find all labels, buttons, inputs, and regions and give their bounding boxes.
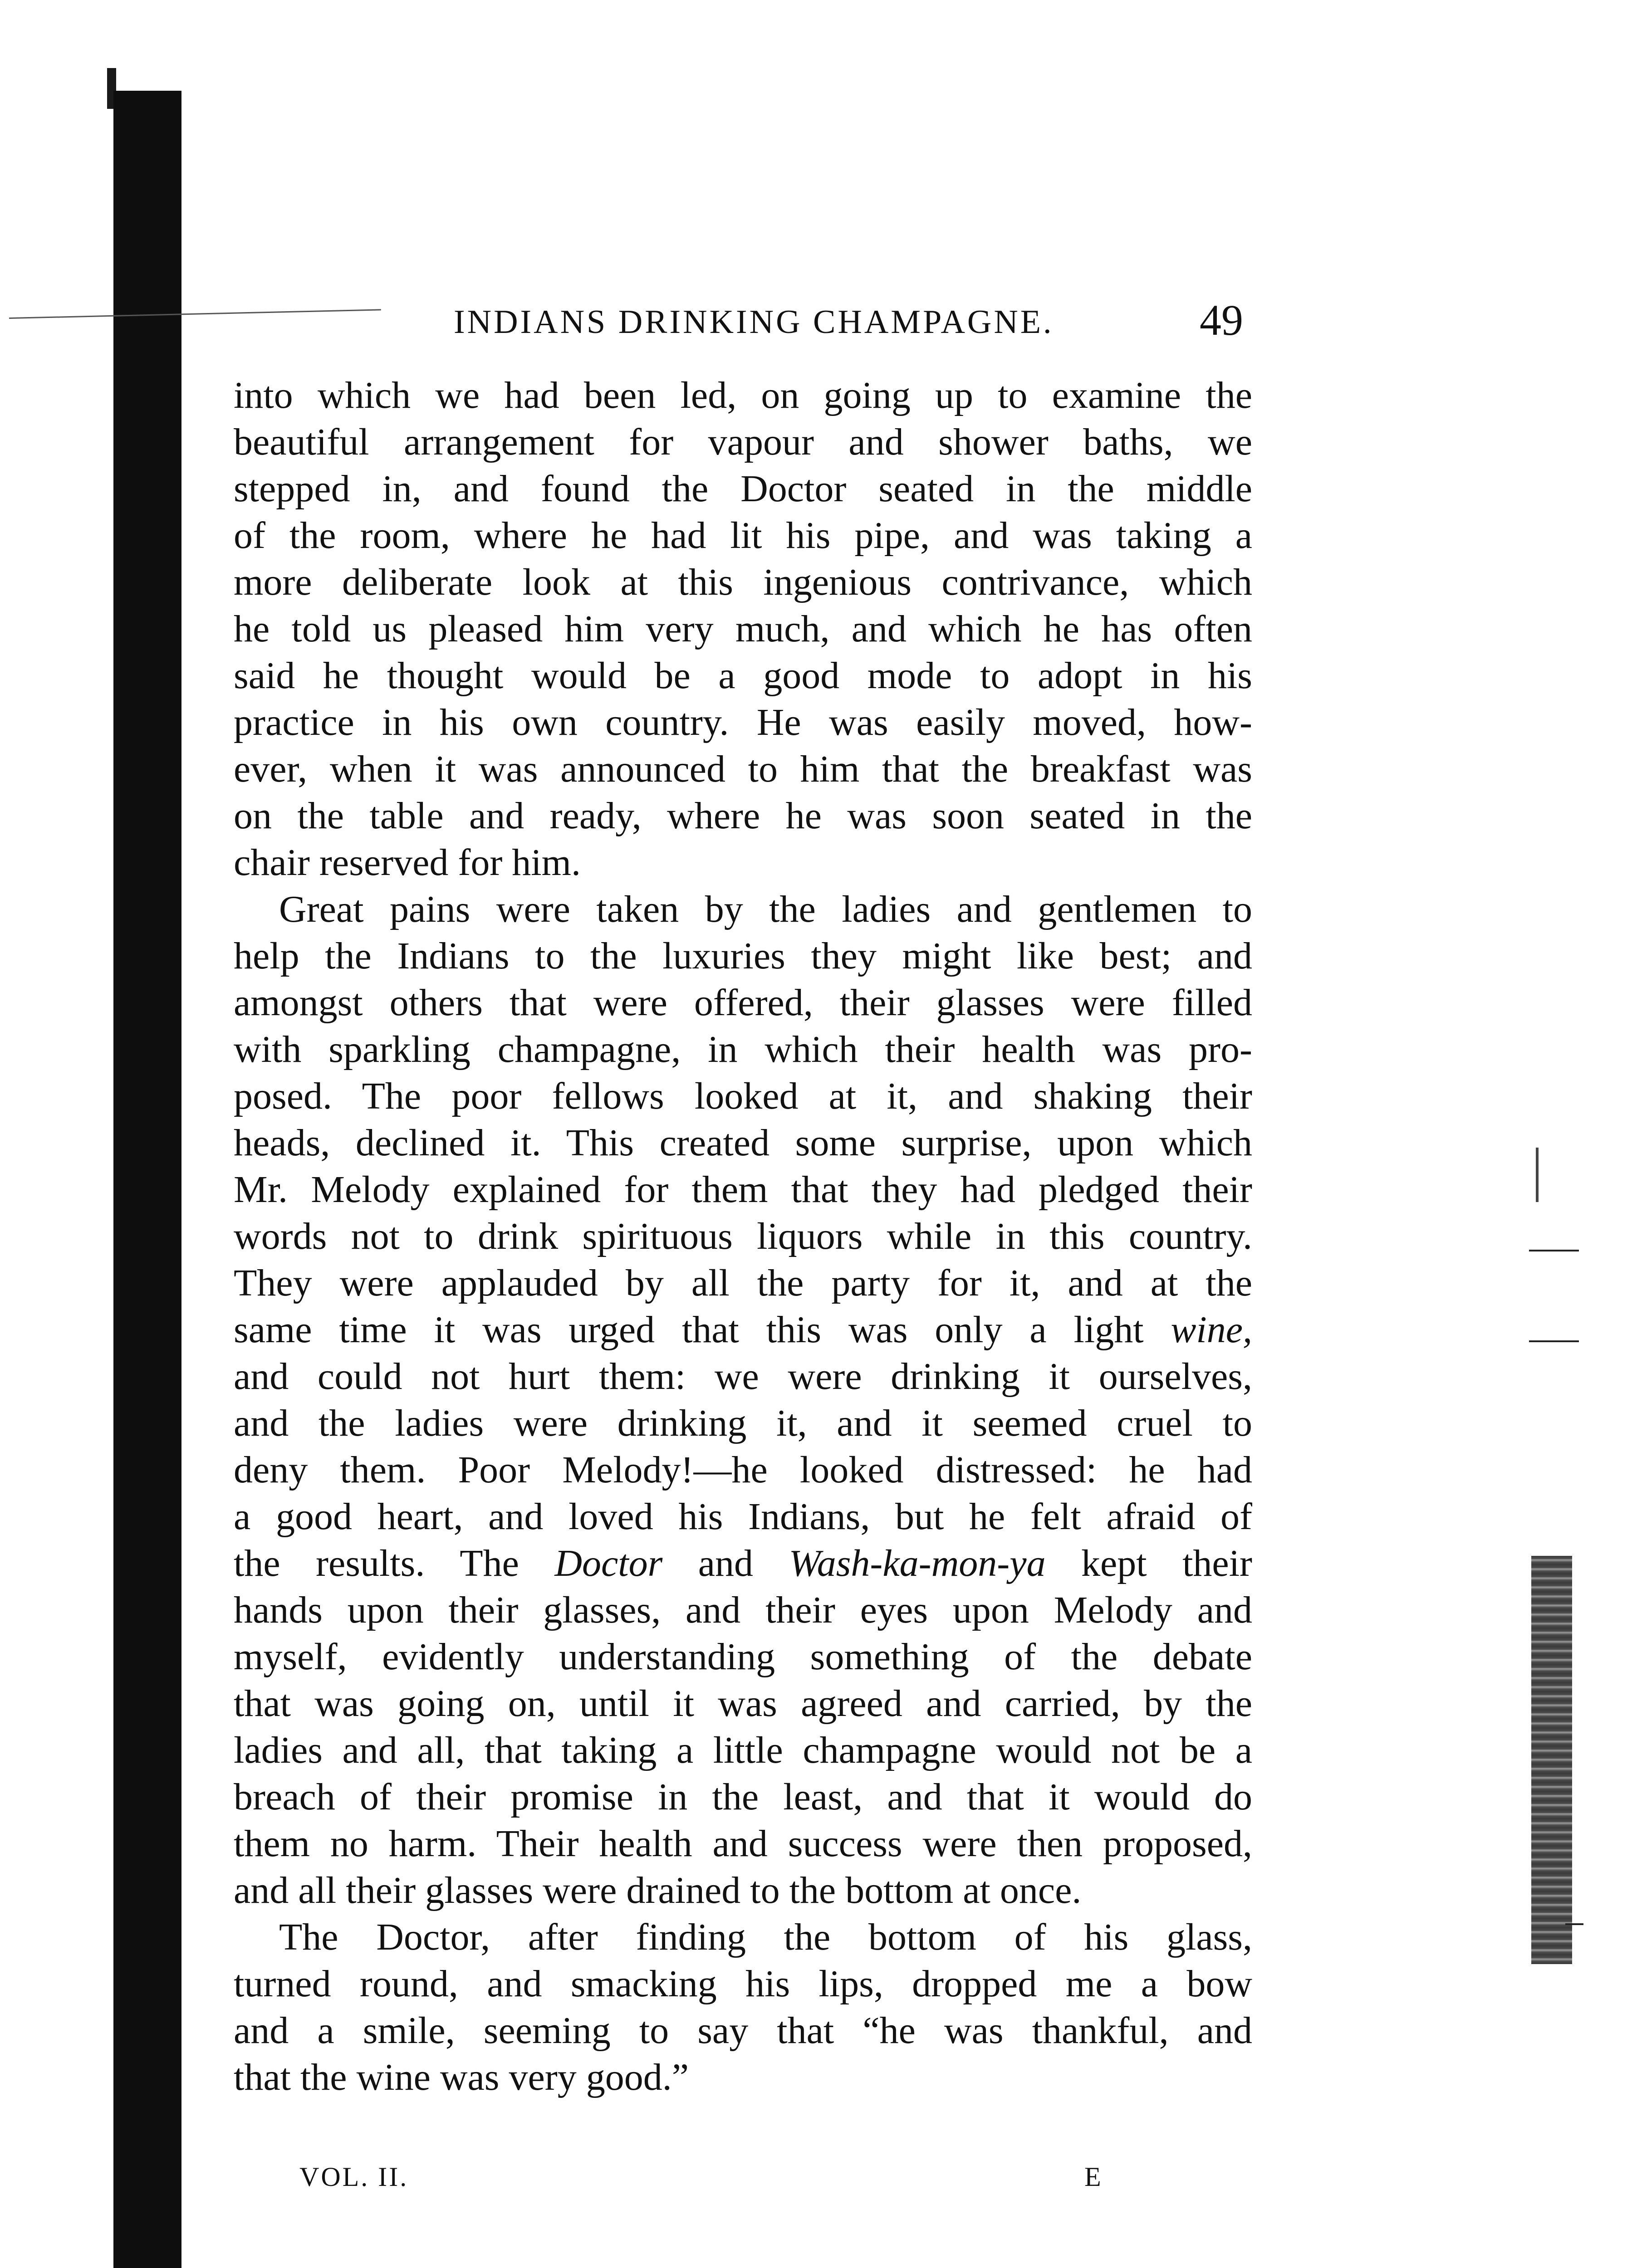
text-line: that the wine was very good.” xyxy=(234,2056,689,2098)
running-title: INDIANS DRINKING CHAMPAGNE. xyxy=(454,303,1054,341)
body-text xyxy=(234,372,1252,2101)
text-line: words not to drink spirituous liquors while in this country. xyxy=(234,1215,1252,1257)
text-line: and all their glasses were drained to the bottom at once. xyxy=(234,1869,1082,1911)
edge-mark xyxy=(1536,1148,1539,1202)
text-line: practice in his own country. He was easily moved, how- xyxy=(234,701,1252,743)
text-run: kept their xyxy=(1081,1542,1253,1584)
text-line: ladies and all, that taking a little champagne would not be a xyxy=(234,1729,1252,1771)
text-line: he told us pleased him very much, and which he has often xyxy=(234,608,1252,650)
text-line: into which we had been led, on going up to examine the xyxy=(234,374,1252,416)
text-run: the results. The xyxy=(234,1542,519,1584)
binding-shadow xyxy=(113,91,181,2268)
text-line: turned round, and smacking his lips, dropped me a bow xyxy=(234,1963,1252,2005)
text-line: and could not hurt them: we were drinking it ourselves, xyxy=(234,1355,1252,1398)
page-footer xyxy=(240,2161,1148,2202)
text-line: on the table and ready, where he was soon seated in the xyxy=(234,795,1252,837)
text-run: and xyxy=(698,1542,754,1584)
text-run: same time it was urged that this was only a light xyxy=(234,1309,1144,1351)
text-line xyxy=(234,1306,1252,1353)
signature-mark: E xyxy=(1084,2162,1103,2192)
text-line: stepped in, and found the Doctor seated in the middle xyxy=(234,468,1252,510)
italic-word: wine, xyxy=(1171,1309,1252,1351)
text-line: and a smile, seeming to say that “he was thankful, and xyxy=(234,2009,1252,2052)
text-line: hands upon their glasses, and their eyes upon Melody and xyxy=(234,1589,1252,1631)
text-line: a good heart, and loved his Indians, but he felt afraid of xyxy=(234,1496,1252,1538)
edge-mark xyxy=(1529,1340,1579,1342)
italic-name: Doctor xyxy=(554,1542,663,1584)
text-line: chair reserved for him. xyxy=(234,841,581,884)
page-number: 49 xyxy=(1200,296,1243,344)
text-line: ever, when it was announced to him that the breakfast was xyxy=(234,748,1252,790)
text-line: The Doctor, after finding the bottom of his glass, xyxy=(279,1916,1252,1958)
text-line: help the Indians to the luxuries they might like best; and xyxy=(234,935,1252,977)
edge-mark xyxy=(1565,1923,1583,1925)
text-line xyxy=(234,1540,1252,1587)
text-line: They were applauded by all the party for it, and at the xyxy=(234,1262,1252,1304)
text-line: said he thought would be a good mode to adopt in his xyxy=(234,655,1252,697)
text-line: that was going on, until it was agreed and carried, by the xyxy=(234,1682,1252,1725)
text-line: Mr. Melody explained for them that they had pledged their xyxy=(234,1168,1252,1211)
text-line: them no harm. Their health and success were then proposed, xyxy=(234,1823,1252,1865)
text-line: breach of their promise in the least, and that it would do xyxy=(234,1776,1252,1818)
edge-mark xyxy=(1529,1250,1579,1251)
text-line: beautiful arrangement for vapour and shower baths, we xyxy=(234,421,1252,463)
text-line: amongst others that were offered, their glasses were filled xyxy=(234,982,1252,1024)
text-line: more deliberate look at this ingenious contrivance, which xyxy=(234,561,1252,603)
italic-name: Wash-ka-mon-ya xyxy=(789,1542,1046,1584)
text-line: of the room, where he had lit his pipe, and was taking a xyxy=(234,514,1252,557)
text-line: and the ladies were drinking it, and it seemed cruel to xyxy=(234,1402,1252,1444)
volume-label: VOL. II. xyxy=(299,2162,409,2192)
text-line: myself, evidently understanding something of the debate xyxy=(234,1636,1252,1678)
edge-scan-noise xyxy=(1531,1556,1572,1964)
text-line: posed. The poor fellows looked at it, and shaking their xyxy=(234,1075,1252,1117)
text-line: deny them. Poor Melody!—he looked distressed: he had xyxy=(234,1449,1252,1491)
text-line: Great pains were taken by the ladies and gentlemen to xyxy=(279,888,1252,930)
running-head xyxy=(240,295,1243,349)
text-line: heads, declined it. This created some surprise, upon which xyxy=(234,1122,1252,1164)
text-line: with sparkling champagne, in which their health was pro- xyxy=(234,1028,1252,1070)
